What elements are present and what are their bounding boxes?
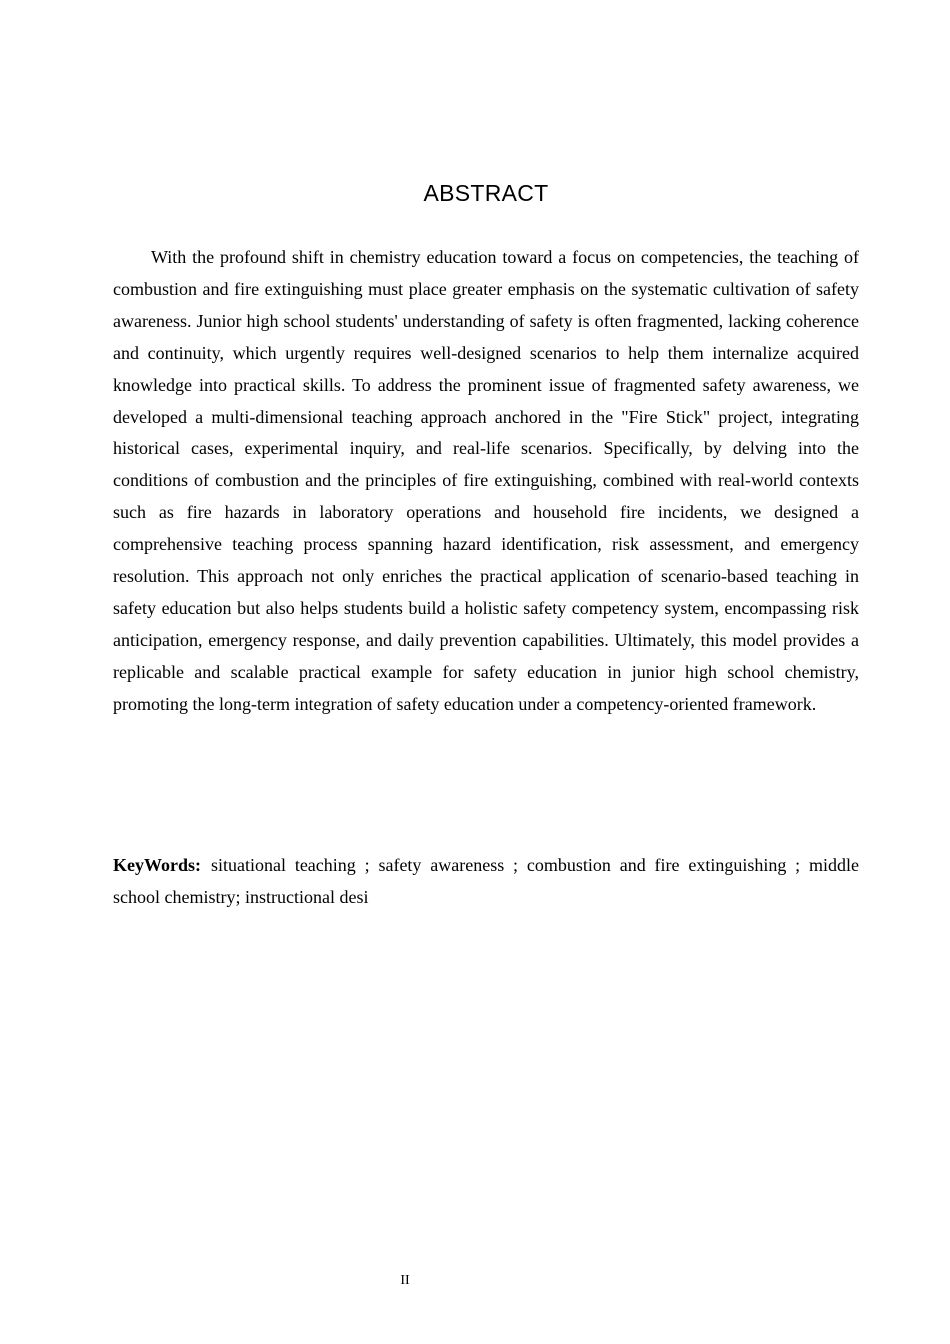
page-number: II xyxy=(400,1273,410,1288)
keywords-label: KeyWords: xyxy=(113,855,201,875)
abstract-title: ABSTRACT xyxy=(423,180,549,206)
abstract-paragraph: With the profound shift in chemistry education toward a focus on competencies, the teaching of combustion and fire extinguishing must place greater emphasis on the systematic cultivation of safety awareness. Junior high school students' understanding of safety is often fragmented, lacking coherence and continuity, which urgently requires well-designed scenarios to help them internalize acquired knowledge into practical skills. To address the prominent issue of fragmented safety awareness, we developed a multi-dimensional teaching approach anchored in the "Fire Stick" project, integrating historical cases, experimental inquiry, and real-life scenarios. Specifically, by delving into the conditions of combustion and the principles of fire extinguishing, combined with real-world contexts such as fire hazards in laboratory operations and household fire incidents, we designed a comprehensive teaching process spanning hazard identification, risk assessment, and emergency resolution. This approach not only enriches the practical application of scenario-based teaching in safety education but also helps students build a holistic safety competency system, encompassing risk anticipation, emergency response, and daily prevention capabilities. Ultimately, this model provides a replicable and scalable practical example for safety education in junior high school chemistry, promoting the long-term integration of safety education under a competency-oriented framework. xyxy=(113,247,859,714)
keywords-text: situational teaching ; safety awareness ; combustion and fire extinguishing ; middle school chemistry; instructional desi xyxy=(113,855,859,907)
keywords-line xyxy=(113,849,859,913)
